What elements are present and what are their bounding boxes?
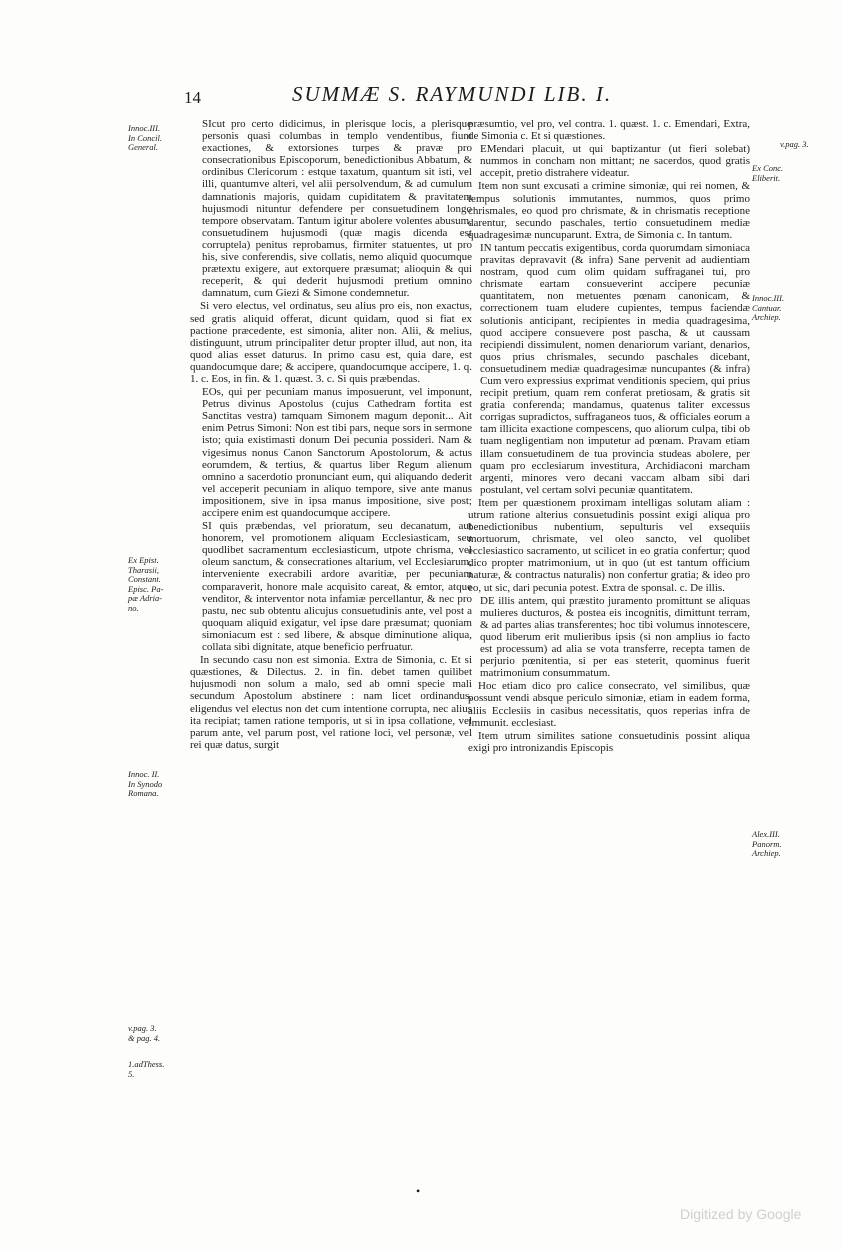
margin-note-innoc-iii-concil: Innoc.III. In Concil. General. bbox=[128, 123, 162, 152]
margin-note-ex-conc: Ex Conc. Eliberit. bbox=[752, 163, 784, 183]
margin-note-innoc-ii: Innoc. II. In Synodo Romana. bbox=[128, 769, 163, 798]
paragraph-right-4 bbox=[468, 242, 750, 496]
paragraph-right-7 bbox=[468, 680, 750, 728]
paragraph-text: DE illis antem, qui præstito juramento promittunt se aliquas mulieres ducturos, & postea eis incognitis, dimittunt terram, & ad partes alias transferentes; hoc tibi volumus innotescere, quod liberum erit mulieribus ipsis (si non amplius io facto est processum) ad alia se vota transferre, recepta tamen de perjurio pœnitentia, si per eas steterit, quominus fuerit matrimonium consummatum. bbox=[480, 594, 750, 680]
footer-mark: • bbox=[416, 1184, 421, 1198]
left-column bbox=[190, 118, 472, 752]
running-title: SUMMÆ S. RAYMUNDI LIB. I. bbox=[292, 82, 613, 106]
paragraph-text: Item per quæstionem proximam intelligas solutam aliam : utrum ratione alterius consuetudinis possint exigi aliqua pro benedictionibus nubentium, sepulturis vel exsequiis mortuorum, chrismate, vel oleo sancto, vel quolibet ecclesiastico sacramento, ut scilicet in eo gratia confertur; quod dico propter matrimonium, ut in quo (ut est tantum officium naturæ, & contractus naturalis) non confertur gratia; & ideo pro eo, ut sic, dari pecunia potest. Extra de sponsal. c. De illis. bbox=[468, 496, 750, 594]
digitization-watermark: Digitized by Google bbox=[680, 1206, 802, 1222]
margin-note-ad-thess: 1.adThess. 5. bbox=[128, 1059, 165, 1079]
page-number: 14 bbox=[184, 88, 201, 107]
paragraph-text: SIcut pro certo didicimus, in plerisque locis, a plerisque personis quasi columbas in templo vendentibus, fiunt exactiones, & extorsiones turpes & pravæ pro consecrationibus Episcoporum, benedictionibus Abbatum, & ordinibus Clericorum : estque taxatum, quantum sit isti, vel illi, quantumve alteri, vel alii persolvendum, & ad cumulum damnationis majoris, quidam cupiditatem & pravitatem hujusmodi nituntur defendere per consuetudinem longo tempore observatam. Tantum igitur abolere volentes abusum, consuetudinem hujusmodi (quæ magis dicenda est corruptela) penitus reprobamus, firmiter statuentes, ut pro his, sive conferendis, sive collatis, nemo aliquid quocumque prætextu exigere, aut extorquere præsumat; alioquin & qui receperit, & qui dederit hujusmodi pretium omnino damnatum, cum Giezi & Simone condemnetur. bbox=[202, 118, 472, 300]
paragraph-text: In secundo casu non est simonia. Extra de Simonia, c. Et si quæstiones, & Dilectus. 2. in fin. debet tamen quilibet hujusmodi non solum a malo, sed ab omni specie mali secundum Apostolum abstinere : nam licet ordinandus, eligendus vel electus non det cum intentione corrupta, nec alius ita recipiat; tamen ratione temporis, ut si in ipsa collatione, vel parum ante, vel parum post, vel ratione loci, vel personæ, vel rei quæ datus, surgit bbox=[190, 654, 472, 751]
paragraph-right-8 bbox=[468, 730, 750, 754]
paragraph-text: SI quis præbendas, vel prioratum, seu decanatum, aut honorem, vel promotionem aliquam Ecclesiasticam, seu quodlibet sacramentum ecclesiasticum, utpote chrisma, vel oleum sanctum, & consecrationes altarium, vel Ecclesiarum, interveniente execrabili ardore avaritiæ, per pecuniam comparaverit, honore male acquisito careat, & emtor, atque venditor, & interventor nota infamiæ percellantur, & nec pro pastu, nec sub obtentu alicujus consuetudinis ante, vel post a quoquam aliquid exigatur, vel ipse dare præsumat; quoniam simoniacum est : sed libere, & absque diminutione aliqua, collata sibi dignitate, atque beneficio perfruatur. bbox=[202, 520, 472, 654]
paragraph-right-6 bbox=[468, 595, 750, 680]
page-header bbox=[184, 80, 744, 110]
paragraph-left-1 bbox=[190, 118, 472, 299]
paragraph-right-1 bbox=[468, 118, 750, 142]
margin-note-v-pag: v.pag. 3. & pag. 4. bbox=[128, 1023, 161, 1043]
paragraph-text: EMendari placuit, ut qui baptizantur (ut fieri solebat) nummos in concham non mittant; ne sacerdos, quod gratis accepit, pretio distrahere videatur. bbox=[480, 143, 750, 180]
margin-note-ex-epist: Ex Epist. Tharasii, Constant. Episc. Pa- pæ Adria- no. bbox=[128, 555, 164, 613]
paragraph-text: præsumtio, vel pro, vel contra. 1. quæst. 1. c. Emendari, Extra, de Simonia c. Et si quæstiones. bbox=[468, 118, 750, 143]
paragraph-text: Si vero electus, vel ordinatus, seu alius pro eis, non exactus, sed gratis aliquid offerat, dicunt quidam, quod si fiat ex pactione præcedente, est simonia, aliter non. Alii, & melius, distinguunt, utrum principaliter detur propter illud, aut non, ita quod alias esset daturus. In primo casu est, quia dare, est quandocumque dare; & accipere, quandocumque accipere, 1. q. 1. c. Eos, in fin. & 1. quæst. 3. c. Si quis præbendas. bbox=[190, 300, 472, 385]
paragraph-left-3 bbox=[190, 386, 472, 519]
paragraph-left-4 bbox=[190, 520, 472, 653]
paragraph-text: EOs, qui per pecuniam manus imposuerunt, vel imponunt, Petrus divinus Apostolus (cujus Cathedram fortita est Sanctitas vestra) tamquam Simonem magum deponit... Ait enim Petrus Simoni: Non est tibi pars, neque sors in sermone isto; quia existimasti donum Dei pecunia possideri. Nam & vigesimus nonus Canon Sanctorum Apostolorum, & actus eorumdem, & tertius, & quartus liber Regum alienum omnino a sacerdotio pronunciant eum, qui aliquando dederit vel acceperit pecuniam in aliquo tempore, sive ante manus impositionem, sive in ipsa manus impositione, sive post; accipere enim est quandocumque accipere. bbox=[202, 386, 472, 519]
paragraph-left-2 bbox=[190, 300, 472, 385]
paragraph-text: IN tantum peccatis exigentibus, corda quorumdam simoniaca pravitas depravavit (& infra) Sane pervenit ad audientiam nostram, quod cum olim quidam suffraganei tui, pro chrismate eartam consueverint accipere pecuniæ quantitatem, non metuentes pœnam canonicam, & correctionem tuam eludere cupientes, tempus faciendæ solutionis anticipant, recipientes in media quadragesima, quod accipere consuevere post pascha, & ut caussam recipiendi dissimulent, nomen denariorum variant, denarios, quos prius chrismales, secundo paschales dicebant, consuetudinem mediæ quadragesimæ nuncupantes (& infra) Cum vero expressius exprimat venditionis speciem, qui prius recipit pretium, quam rem conferat pretiosam, & gratis sit gratia conferenda; mandamus, quatenus taliter excessus corrigas supradictos, suffraganeos tuos, & officiales eorum a tam illicita exactione compescens, quo aliorum culpa, tibi ob tuam negligentiam non imputetur ad pœnam. Pravam etiam illam consuetudinem de tua provincia studeas abolere, per quam pro ecclesiarum investitura, Archidiaconi marcham argenti, minores vero decani vaccam albam sibi dari postulant, vel certam solvi pecuniæ quantitatem. bbox=[480, 241, 750, 496]
margin-note-alex-iii: Alex.III. Panorm. Archiep. bbox=[752, 829, 782, 858]
paragraph-right-5 bbox=[468, 497, 750, 594]
margin-note-v-pag-3: v.pag. 3. bbox=[780, 139, 809, 149]
paragraph-right-3 bbox=[468, 180, 750, 240]
paragraph-text: Hoc etiam dico pro calice consecrato, vel similibus, quæ possunt vendi absque periculo simoniæ, etiam in eadem forma, aliis Ecclesiis in casibus necessitatis, quos reperias infra de Immunit. ecclesiast. bbox=[468, 680, 750, 729]
right-column bbox=[468, 118, 750, 755]
paragraph-text: Item non sunt excusati a crimine simoniæ, qui rei nomen, & tempus solutionis immutantes, nummos, quos primo chrismales, eo quod pro chrismate, & in chrismatis receptione darentur, secundo paschales, tertio consuetudinem mediæ quadragesimæ nuncuparunt. Extra, de Simonia c. In tantum. bbox=[468, 180, 750, 241]
paragraph-left-5 bbox=[190, 654, 472, 751]
margin-note-innoc-iii-cantuar: Innoc.III. Cantuar. Archiep. bbox=[752, 293, 785, 322]
paragraph-text: Item utrum similites satione consuetudinis possint aliqua exigi pro intronizandis Episcopis bbox=[468, 729, 750, 754]
paragraph-right-2 bbox=[468, 143, 750, 179]
